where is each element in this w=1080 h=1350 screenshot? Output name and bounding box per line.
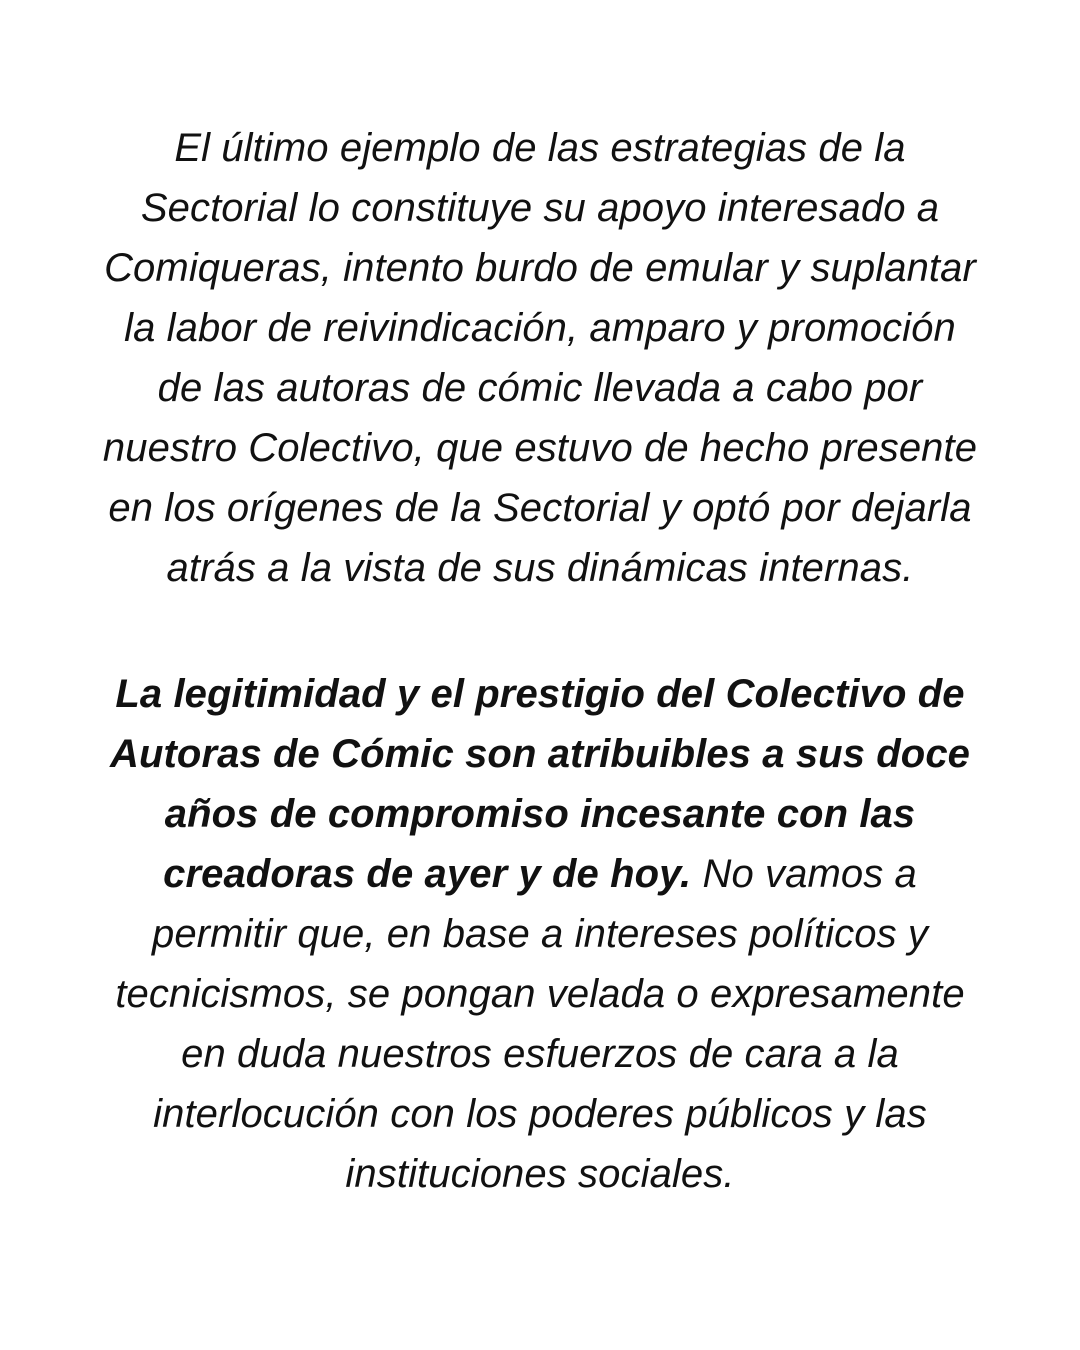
paragraph-first: El último ejemplo de las estrategias de la Sectorial lo constituye su apoyo interesado a Comiqueras, intento burdo de emular y suplantar la labor de reivindicación, amparo y promoción de las autoras de cómic llevada a cabo por nuestro Colectivo, que estuvo de hecho presente en los orígenes de la Sectorial y optó por dejarla atrás a la vista de sus dinámicas internas. [102,126,978,590]
paragraph-second [95,664,985,1204]
paragraph-second-rest: No vamos a permitir que, en base a intereses políticos y tecnicismos, se pongan velada o expresamente en duda nuestros esfuerzos de cara a la interlocución con los poderes públicos y las instituciones sociales. [115,852,965,1196]
paragraph-second-bold-lead: La legitimidad y el prestigio del Colectivo de Autoras de Cómic son atribuibles a sus doce años de compromiso incesante con las creadoras de ayer y de hoy. [109,672,971,896]
paragraph-spacer [95,598,985,664]
